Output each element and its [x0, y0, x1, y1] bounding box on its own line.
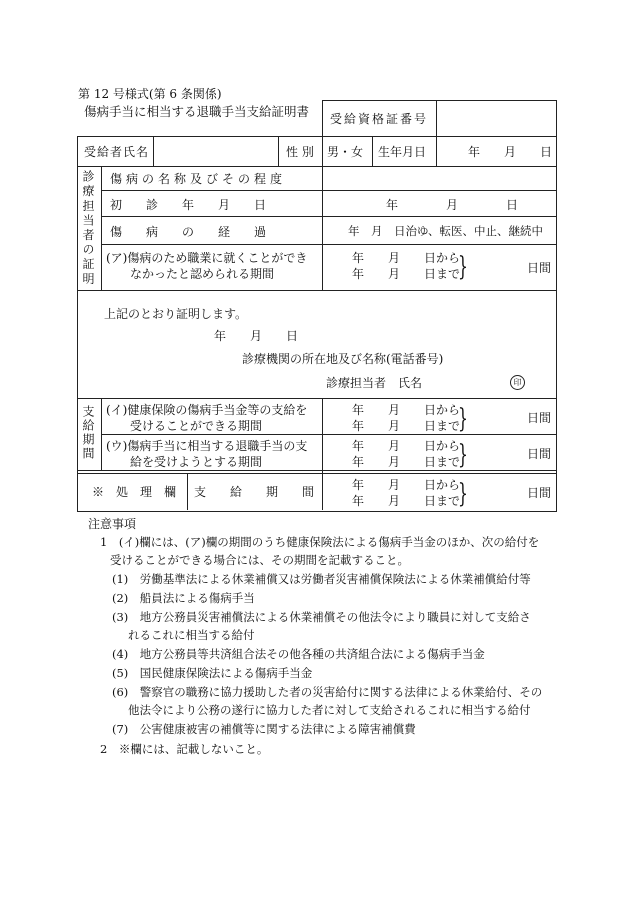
note-sub-3-line1: (3) 地方公務員災害補償法による休業補償その他法令により職員に対して支給さ: [112, 610, 531, 624]
disease-field[interactable]: [323, 167, 555, 190]
statement-date[interactable]: 年 月 日: [214, 329, 299, 343]
sex-label: 性 別: [286, 145, 314, 159]
first-visit-label: 初 診 年 月 日: [110, 198, 267, 212]
note-sub-6-line1: (6) 警察官の職務に協力援助した者の災害給付に関する法律による休業給付、その: [112, 685, 543, 699]
seal-mark: 印: [510, 375, 525, 390]
cert-number-label: 受給資格証番号: [330, 112, 429, 126]
period-u-from[interactable]: 年 月 日から: [352, 439, 461, 453]
period-i-line1: (イ)健康保険の傷病手当金等の支給を: [106, 403, 308, 417]
period-i-from[interactable]: 年 月 日から: [352, 403, 461, 417]
disease-label: 傷病の名称及びその程度: [110, 172, 287, 186]
note-sub-6-line2: 他法令により公務の遂行に協力した者に対して支給されるこれに相当する給付: [128, 703, 531, 717]
note-sub-7: (7) 公害健康被害の補償等に関する法律による障害補償費: [112, 722, 416, 736]
note-sub-5: (5) 国民健康保険法による傷病手当金: [112, 666, 313, 680]
period-u-to[interactable]: 年 月 日まで: [352, 455, 461, 469]
note-sub-3-line2: れるこれに相当する給付: [128, 628, 255, 642]
course-label: 傷 病 の 経 過: [110, 225, 267, 239]
period-u-brace: }: [458, 440, 468, 470]
payment-period-side-label: 支給期間: [81, 405, 95, 461]
note-item-1-line2: 受けることができる場合には、その期間を記載すること。: [110, 553, 409, 567]
signer-label: 診療担当者 氏名: [326, 376, 423, 390]
notes-heading: 注意事項: [88, 517, 137, 531]
processing-period-label: 支 給 期 間: [194, 485, 315, 499]
processing-label: ※ 処 理 欄: [92, 485, 177, 499]
period-i-line2: 受けることができる期間: [130, 419, 263, 433]
form-title: 傷病手当に相当する退職手当支給証明書: [84, 104, 310, 119]
period-u-line1: (ウ)傷病手当に相当する退職手当の支: [106, 439, 308, 453]
period-i-brace: }: [458, 404, 468, 434]
note-item-2: 2 ※欄には、記載しないこと。: [100, 742, 269, 756]
period-i-to[interactable]: 年 月 日まで: [352, 419, 461, 433]
processing-to: 年 月 日まで: [352, 494, 461, 508]
sex-options[interactable]: 男・女: [327, 145, 364, 159]
period-a-line2: なかったと認められる期間: [130, 267, 275, 281]
dob-label: 生年月日: [378, 145, 427, 159]
period-a-from[interactable]: 年 月 日から: [352, 251, 461, 265]
note-sub-4: (4) 地方公務員等共済組合法その他各種の共済組合法による傷病手当金: [112, 647, 485, 661]
facility-label: 診療機関の所在地及び名称(電話番号): [242, 352, 444, 366]
recipient-name-field[interactable]: [154, 137, 277, 166]
first-visit-value[interactable]: 年 月 日: [386, 198, 519, 212]
note-item-1-line1: 1 (イ)欄には、(ア)欄の期間のうち健康保険法による傷病手当金のほか、次の給付を: [100, 535, 540, 549]
recipient-label: 受給者氏名: [84, 145, 150, 159]
period-i-days[interactable]: 日間: [527, 411, 552, 425]
note-sub-1: (1) 労働基準法による休業補償又は労働者災害補償保険法による休業補償給付等: [112, 572, 531, 586]
processing-from: 年 月 日から: [352, 478, 461, 492]
period-u-days[interactable]: 日間: [527, 447, 552, 461]
doctor-cert-side-label: 診療担当者の証明: [81, 170, 95, 287]
cert-number-field[interactable]: [438, 101, 554, 136]
period-u-line2: 給を受けようとする期間: [130, 455, 263, 469]
processing-days: 日間: [527, 486, 552, 500]
period-a-line1: (ア)傷病のため職業に就くことができ: [106, 251, 308, 265]
note-sub-2: (2) 船員法による傷病手当: [112, 591, 255, 605]
processing-brace: }: [458, 479, 468, 509]
period-a-to[interactable]: 年 月 日まで: [352, 267, 461, 281]
statement-text: 上記のとおり証明します。: [104, 307, 248, 321]
period-a-days[interactable]: 日間: [527, 261, 552, 275]
course-value[interactable]: 年 月 日治ゆ、転医、中止、継続中: [348, 224, 544, 238]
dob-value[interactable]: 年 月 日: [468, 145, 553, 159]
period-a-brace: }: [458, 252, 468, 282]
form-number: 第 12 号様式(第 6 条関係): [78, 87, 222, 101]
